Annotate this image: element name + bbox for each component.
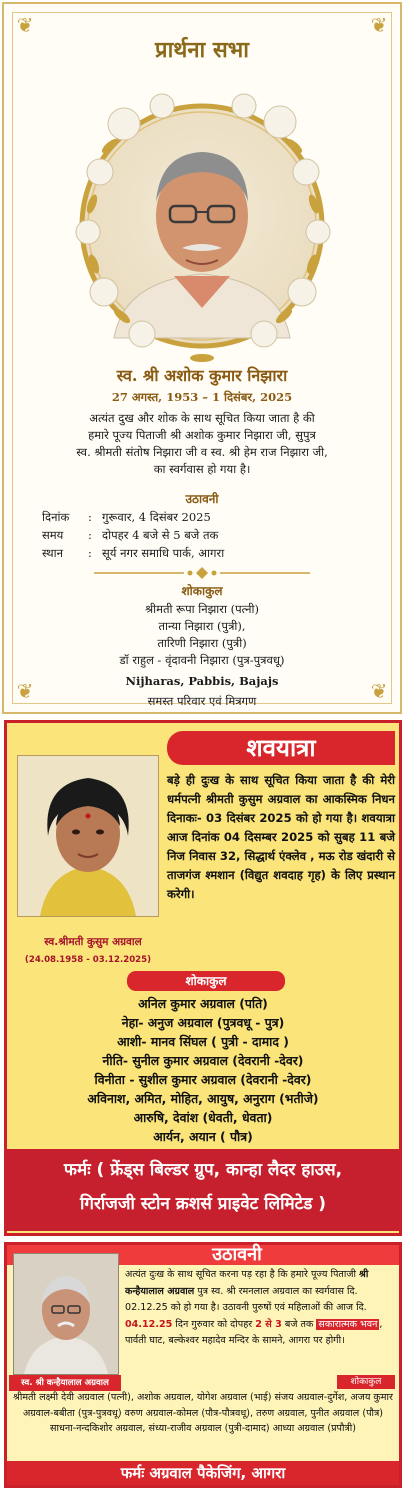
uthavani-heading: उठावनी: [185, 492, 219, 506]
uthavani-date: 04.12.25: [125, 1318, 173, 1330]
mourner-line: आशी- मानव सिंघल ( पुत्री - दामाद ): [117, 1034, 289, 1049]
deceased-name: स्व. श्री अशोक कुमार निझारा: [116, 366, 288, 385]
notice-message: बड़े ही दुःख के साथ सूचित किया जाता है की मेरी धर्मपत्नी श्रीमती कुसुम अग्रवाल का आकस्मिक निधन दिनाकः- 03 दिसंबर 2025 को हो गया है। शवयात्रा आज दिनांक 04 दिसम्बर 2025 को सुबह 11 बजे निज निवास 32, सिद्धार्थ एंक्लेव , मऊ रोड खंदारी से ताजगंज श्मशान (विद्युत शवदाह गृह) के लिए प्रस्थान करेगी।: [167, 773, 395, 901]
row-label: समय: [42, 528, 64, 542]
mourner-line: तान्या निझारा (पुत्री),: [158, 619, 246, 633]
row-label: स्थान: [42, 546, 63, 560]
mourner-line: विनीता - सुशील कुमार अग्रवाल (देवरानी -देवर): [94, 1072, 312, 1087]
message-line: अत्यंत दुख और शोक के साथ सूचित किया जाता है की: [89, 411, 315, 425]
firm-banner: [7, 1149, 399, 1231]
uthavani-banner: उठावनी: [212, 1244, 262, 1265]
message-text: दिन गुरुवार को दोपहर: [172, 1318, 256, 1330]
message-text: , पार्वती घाट, बल्केश्वर महादेव मन्दिर के सामने, आगरा पर होगी।: [125, 1318, 383, 1346]
firm-line: गिर्राजजी स्टोन क्रशर्स प्राइवेट लिमिटेड ): [79, 1194, 327, 1214]
shavyatra-banner: शवयात्रा: [167, 731, 395, 765]
message-text: बजे तक: [281, 1318, 317, 1330]
mourner-line: आरुषि, देवांश (धेवती, धेवता): [133, 1110, 273, 1125]
message-line: स्व. श्रीमती संतोष निझारा जी व स्व. श्री हेम राज निझारा जी,: [76, 445, 328, 459]
firm-line: फर्मः ( फ्रेंड्स बिल्डर ग्रुप, कान्हा लैदर हाउस,: [63, 1160, 343, 1180]
deceased-photo: [13, 1253, 119, 1375]
mourner-line: नीति- सुनील कुमार अग्रवाल (देवरानी -देवर): [102, 1053, 304, 1068]
uthavani-venue: सकारात्मक भवन: [318, 1318, 378, 1330]
corner-ornament-icon: ❦: [16, 679, 34, 703]
shokakul-heading: शोकाकुल: [181, 584, 223, 598]
shavyatra-notice: [4, 720, 402, 1236]
message-text: अत्यंत दुःख के साथ सूचित करना पड़ रहा है कि हमारे पूज्य पिताजी: [125, 1269, 360, 1280]
firm-banner: फर्मः अग्रवाल पैकेजिंग, आगरा: [7, 1461, 399, 1485]
shokakul-heading: शोकाकुल: [337, 1375, 395, 1389]
family-names: Nijharas, Pabbis, Bajajs: [125, 674, 279, 688]
uthavani-notice: [4, 1242, 402, 1488]
notice-title: प्रार्थना सभा: [155, 37, 249, 63]
mourners-list: श्रीमती लक्ष्मी देवी अग्रवाल (पत्नी), अशोक अग्रवाल, योगेश अग्रवाल (भाई) संजय अग्रवाल-दुर्गेश, अजय कुमार अग्रवाल-बबीता (पुत्र-पुत्रवधू) वरुण अग्रवाल-कोमल (पौत्र-पौत्रवधू), तरुण अग्रवाल, पुनीत अग्रवाल (पौत्र) साधना-नन्दकिशोर अग्रवाल, संध्या-राजीव अग्रवाल (पुत्री-दामाद) आध्या अग्रवाल (प्रपौत्री): [13, 1392, 393, 1434]
portrait-wreath: [44, 76, 360, 372]
mourner-line: तारिणी निझारा (पुत्री): [157, 636, 247, 650]
life-dates: 27 अगस्त, 1953 – 1 दिसंबर, 2025: [111, 390, 293, 404]
corner-ornament-icon: ❦: [16, 13, 34, 37]
deceased-name: स्व.श्रीमती कुसुम अग्रवाल: [44, 936, 142, 948]
prarthna-sabha-notice: [2, 2, 402, 714]
mourner-line: आर्यन, अयान ( पौत्र): [153, 1129, 253, 1144]
corner-ornament-icon: ❦: [370, 13, 388, 37]
row-label: दिनांक: [42, 510, 70, 524]
deceased-name: स्व. श्री कन्हैयालाल अग्रवाल: [9, 1375, 121, 1391]
mourner-line: अनिल कुमार अग्रवाल (पति): [138, 996, 268, 1011]
row-value: गुरूवार, 4 दिसंबर 2025: [102, 510, 211, 524]
message-text: पुत्र स्व. श्री रमनलाल अग्रवाल का स्वर्गवास दि. 02.12.25 को हो गया है। उठावनी पुरुषों एवं महिलाओं की आज दि.: [125, 1285, 367, 1313]
mourner-line: डॉ राहुल - वृंदावनी निझारा (पुत्र-पुत्रवधू): [119, 653, 285, 667]
corner-ornament-icon: ❦: [370, 679, 388, 703]
uthavani-row-place: स्थान : सूर्य नगर समाधि पार्क, आगरा: [42, 546, 225, 560]
uthavani-row-time: समय : दोपहर 4 बजे से 5 बजे तक: [42, 528, 219, 542]
message-line: का स्वर्गवास हो गया है।: [153, 462, 251, 476]
friends-line: समस्त परिवार एवं मित्रगण: [147, 694, 257, 708]
notice-message: [125, 1267, 395, 1350]
uthavani-time: 2 से 3: [255, 1318, 282, 1330]
mourner-line: श्रीमती रूपा निझारा (पत्नी): [144, 602, 260, 616]
deceased-photo: [17, 755, 159, 917]
notice-message: [24, 410, 380, 478]
uthavani-row-date: दिनांक : गुरूवार, 4 दिसंबर 2025: [42, 510, 211, 524]
life-dates: (24.08.1958 - 03.12.2025): [24, 955, 152, 965]
row-value: दोपहर 4 बजे से 5 बजे तक: [102, 528, 219, 542]
shokakul-heading: शोकाकुल: [127, 971, 285, 991]
message-line: हमारे पूज्य पिताजी श्री अशोक कुमार निझारा जी, सुपुत्र: [88, 428, 316, 442]
deceased-name-inline: श्री कन्हैयालाल अग्रवाल: [125, 1269, 369, 1297]
mourner-line: नेहा- अनुज अग्रवाल (पुत्रवधू - पुत्र): [121, 1015, 285, 1030]
row-value: सूर्य नगर समाधि पार्क, आगरा: [102, 546, 225, 560]
ornamental-divider-icon: [94, 566, 310, 580]
mourner-line: अविनाश, अमित, मोहित, आयुष, अनुराग (भतीजे): [87, 1091, 319, 1106]
